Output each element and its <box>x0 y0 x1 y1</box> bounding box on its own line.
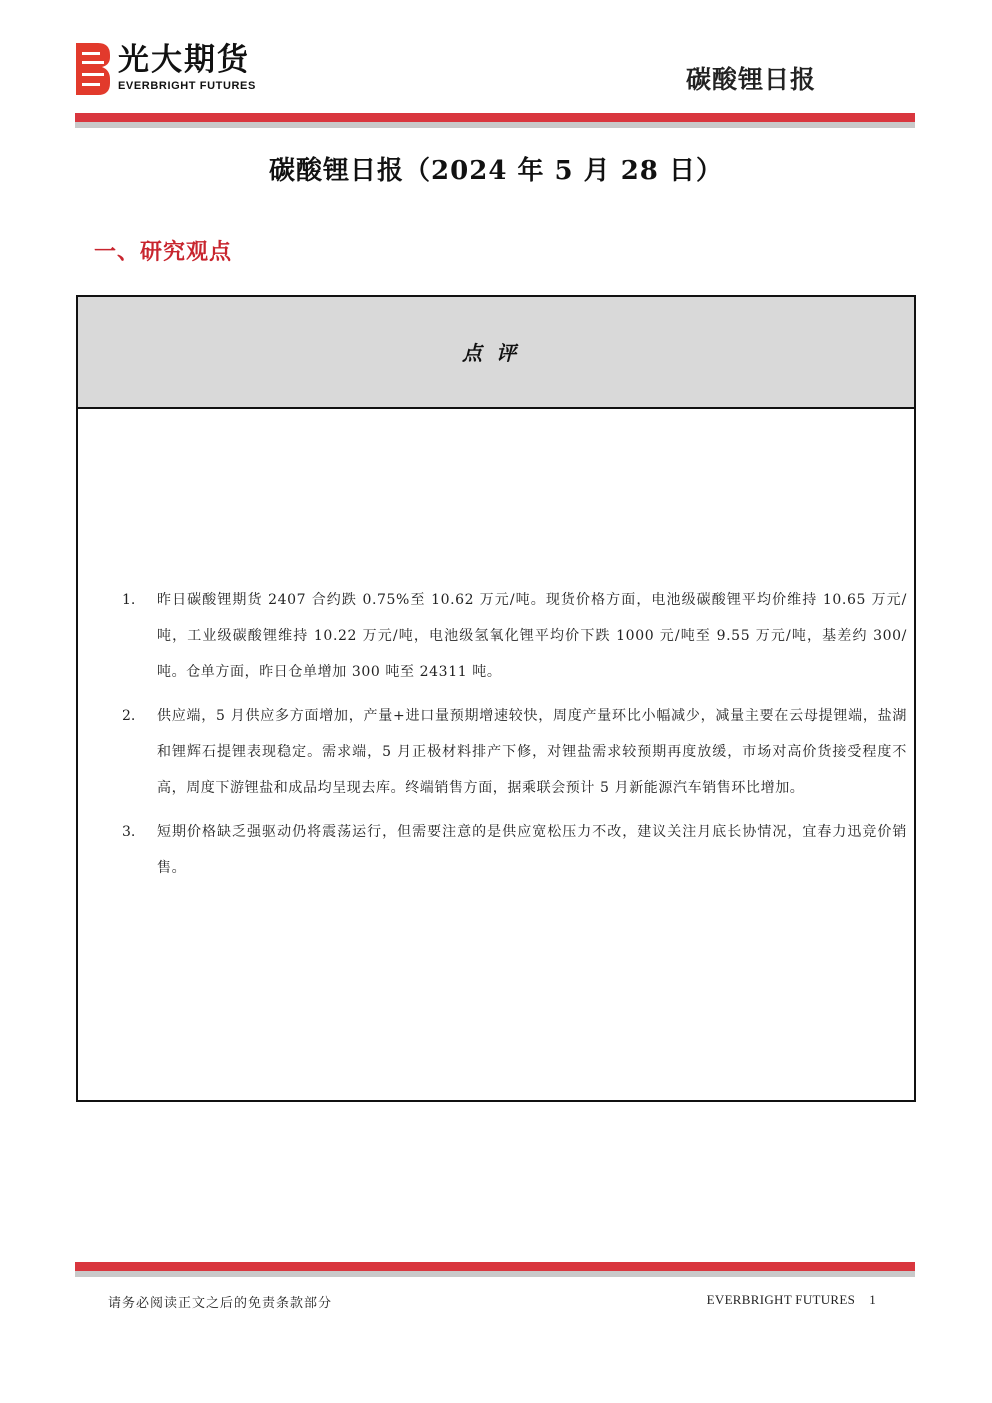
comment-point <box>78 698 914 806</box>
page-header <box>0 0 992 130</box>
point-text: 短期价格缺乏强驱动仍将震荡运行，但需要注意的是供应宽松压力不改，建议关注月底长协情况，宜春力迅竞价销售。 <box>157 824 907 876</box>
footer-brand-page <box>707 1292 876 1308</box>
comment-point <box>78 814 914 886</box>
comment-point <box>78 582 914 690</box>
point-text: 昨日碳酸锂期货 2407 合约跌 0.75%至 10.62 万元/吨。现货价格方面，电池级碳酸锂平均价维持 10.65 万元/吨，工业级碳酸锂维持 10.22 万元/吨，电池级氢氧化锂平均价下跌 1000 元/吨至 9.55 万元/吨，基差约 300/吨。仓单方面，昨日仓单增加 300 吨至 24311 吨。 <box>157 592 907 680</box>
comment-box-heading: 点评 <box>462 341 530 365</box>
footer-brand: EVERBRIGHT FUTURES <box>706 1292 856 1307</box>
comment-box <box>76 295 916 1102</box>
point-text: 供应端，5 月供应多方面增加，产量+进口量预期增速较快，周度产量环比小幅减少，减量主要在云母提锂端，盐湖和锂辉石提锂表现稳定。需求端，5 月正极材料排产下修，对锂盐需求较预期再度放缓，市场对高价货接受程度不高，周度下游锂盐和成品均呈现去库。终端销售方面，据乘联会预计 5 月新能源汽车销售环比增加。 <box>157 708 907 796</box>
point-number: 3. <box>122 824 136 840</box>
point-number: 2. <box>122 708 136 724</box>
comment-box-header <box>78 297 914 409</box>
logo-english-name: EVERBRIGHT FUTURES <box>118 80 256 92</box>
comment-points-list <box>78 582 914 894</box>
document-title: 碳酸锂日报（2024 年 5 月 28 日） <box>269 156 723 186</box>
logo-chinese-name: 光大期货 <box>118 42 250 78</box>
header-divider-band <box>75 113 915 128</box>
footer-disclaimer: 请务必阅读正文之后的免责条款部分 <box>108 1296 333 1311</box>
header-report-name: 碳酸锂日报 <box>685 65 816 94</box>
page-number: 1 <box>869 1292 876 1307</box>
footer-divider-band <box>75 1262 915 1277</box>
everbright-logo-icon <box>76 43 110 95</box>
point-number: 1. <box>122 592 136 608</box>
section-title: 一、研究观点 <box>94 239 233 265</box>
